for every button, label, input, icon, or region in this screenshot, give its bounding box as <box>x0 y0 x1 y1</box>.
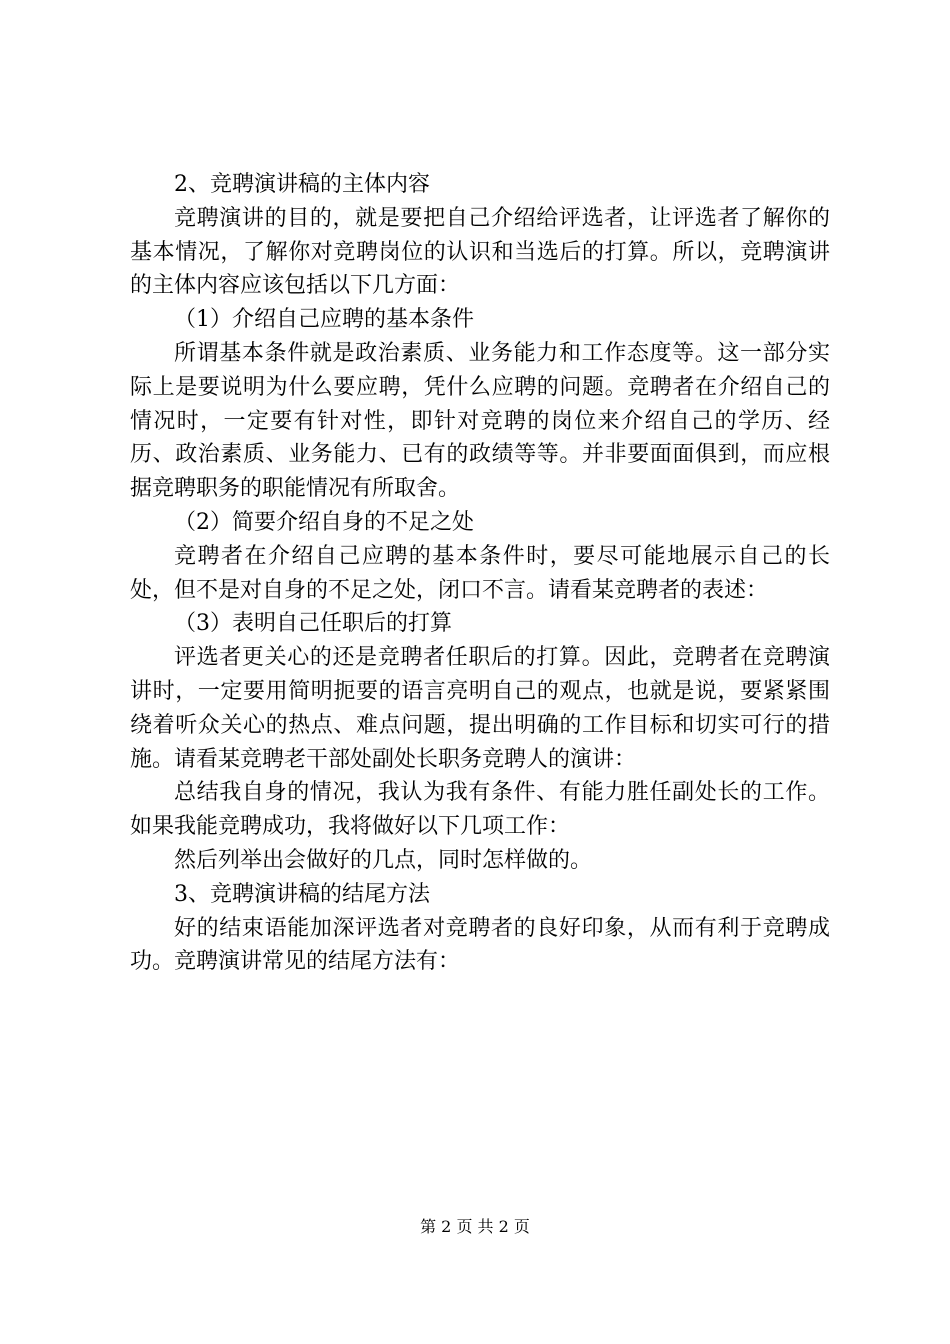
paragraph: 所谓基本条件就是政治素质、业务能力和工作态度等。这一部分实际上是要说明为什么要应聘，凭什么应聘的问题。竞聘者在介绍自己的情况时，一定要有针对性，即针对竞聘的岗位来介绍自己的学历、经历、政治素质、业务能力、已有的政绩等等。并非要面面俱到，而应根据竞聘职务的职能情况有所取舍。 <box>130 340 830 502</box>
document-body <box>130 168 830 979</box>
paragraph: 好的结束语能加深评选者对竞聘者的良好印象，从而有利于竞聘成功。竞聘演讲常见的结尾方法有： <box>130 915 830 975</box>
paragraph: 竞聘演讲的目的，就是要把自己介绍给评选者，让评选者了解你的基本情况，了解你对竞聘岗位的认识和当选后的打算。所以，竞聘演讲的主体内容应该包括以下几方面： <box>130 205 830 299</box>
paragraph: 然后列举出会做好的几点，同时怎样做的。 <box>174 847 593 873</box>
section-heading: 2、竞聘演讲稿的主体内容 <box>174 172 430 197</box>
subsection-heading: （3）表明自己任职后的打算 <box>174 611 452 637</box>
section-heading: 3、竞聘演讲稿的结尾方法 <box>174 881 430 907</box>
subsection-heading: （1）介绍自己应聘的基本条件 <box>174 307 474 333</box>
paragraph: 评选者更关心的还是竞聘者任职后的打算。因此，竞聘者在竞聘演讲时，一定要用简明扼要的语言亮明自己的观点，也就是说，要紧紧围绕着听众关心的热点、难点问题，提出明确的工作目标和切实可行的措施。请看某竞聘老干部处副处长职务竞聘人的演讲： <box>130 645 830 772</box>
page-footer: 第 2 页 共 2 页 <box>420 1217 530 1236</box>
paragraph: 总结我自身的情况，我认为我有条件、有能力胜任副处长的工作。如果我能竞聘成功，我将做好以下几项工作： <box>130 780 830 840</box>
subsection-heading: （2）简要介绍自身的不足之处 <box>174 509 474 535</box>
paragraph: 竞聘者在介绍自己应聘的基本条件时，要尽可能地展示自己的长处，但不是对自身的不足之处，闭口不言。请看某竞聘者的表述： <box>130 543 830 603</box>
